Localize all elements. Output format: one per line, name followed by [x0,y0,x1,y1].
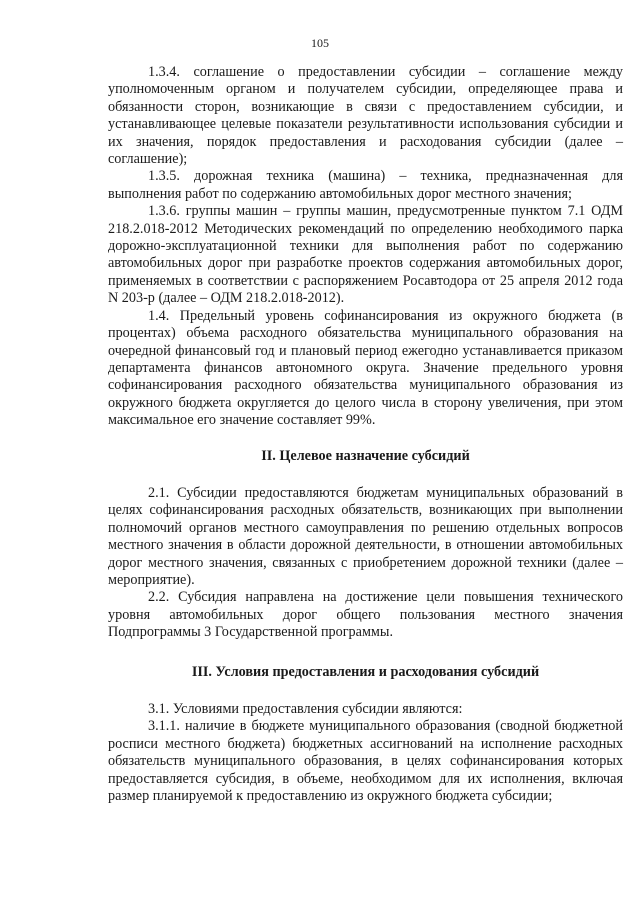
section-heading-2: II. Целевое назначение субсидий [261,447,470,464]
clause-3-1-1: 3.1.1. наличие в бюджете муниципального образования (сводной бюджетной росписи местного бюджета) бюджетных ассигнований на исполнение расходных обязательств муниципального образования, в целях софинансирования которых предоставляется субсидия, в объеме, необходимом для их исполнения, включая размер планируемой к предоставлению из окружного бюджета субсидии; [108,718,623,805]
clause-1-3-5: 1.3.5. дорожная техника (машина) – техника, предназначенная для выполнения работ по содержанию автомобильных дорог местного значения; [108,168,623,202]
document-body [108,64,623,805]
page-number: 105 [311,36,329,50]
clause-3-1: 3.1. Условиями предоставления субсидии являются: [148,701,463,717]
clause-1-4: 1.4. Предельный уровень софинансирования из окружного бюджета (в процентах) объема расходного обязательства муниципального образования на очередной финансовый год и плановый период ежегодно устанавливается приказом департамента финансов автономного округа. Значение предельного уровня софинансирования расходного обязательства муниципального образования из окружного бюджета округляется до целого числа в сторону увеличения, при этом максимальное его значение составляет 99%. [108,307,623,429]
clause-1-3-6: 1.3.6. группы машин – группы машин, предусмотренные пунктом 7.1 ОДМ 218.2.018-2012 Методических рекомендаций по определению необходимого парка дорожно-эксплуатационной техники для выполнения работ по содержанию автомобильных дорог при разработке проектов содержания автомобильных дорог, применяемых в соответствии с распоряжением Росавтодора от 25 апреля 2012 года N 203-р (далее – ОДМ 218.2.018-2012). [108,203,623,307]
clause-2-1: 2.1. Субсидии предоставляются бюджетам муниципальных образований в целях софинансирования расходных обязательств, возникающих при выполнении полномочий органов местного самоуправления по решению отдельных вопросов местного значения в области дорожной деятельности, в отношении автомобильных дорог местного значения, связанных с приобретением дорожной техники (далее – мероприятие). [108,484,623,588]
clause-2-2: 2.2. Субсидия направлена на достижение цели повышения технического уровня автомобильных дорог общего пользования местного значения Подпрограммы 3 Государственной программы. [108,589,623,641]
section-heading-3: III. Условия предоставления и расходования субсидий [191,663,540,680]
clause-1-3-4: 1.3.4. соглашение о предоставлении субсидии – соглашение между уполномоченным органом и получателем субсидии, определяющее права и обязанности сторон, возникающие в связи с предоставлением субсидии, и устанавливающее целевые показатели результативности использования субсидии и их значения, порядок предоставления и расходования субсидии (далее – соглашение); [108,64,623,168]
